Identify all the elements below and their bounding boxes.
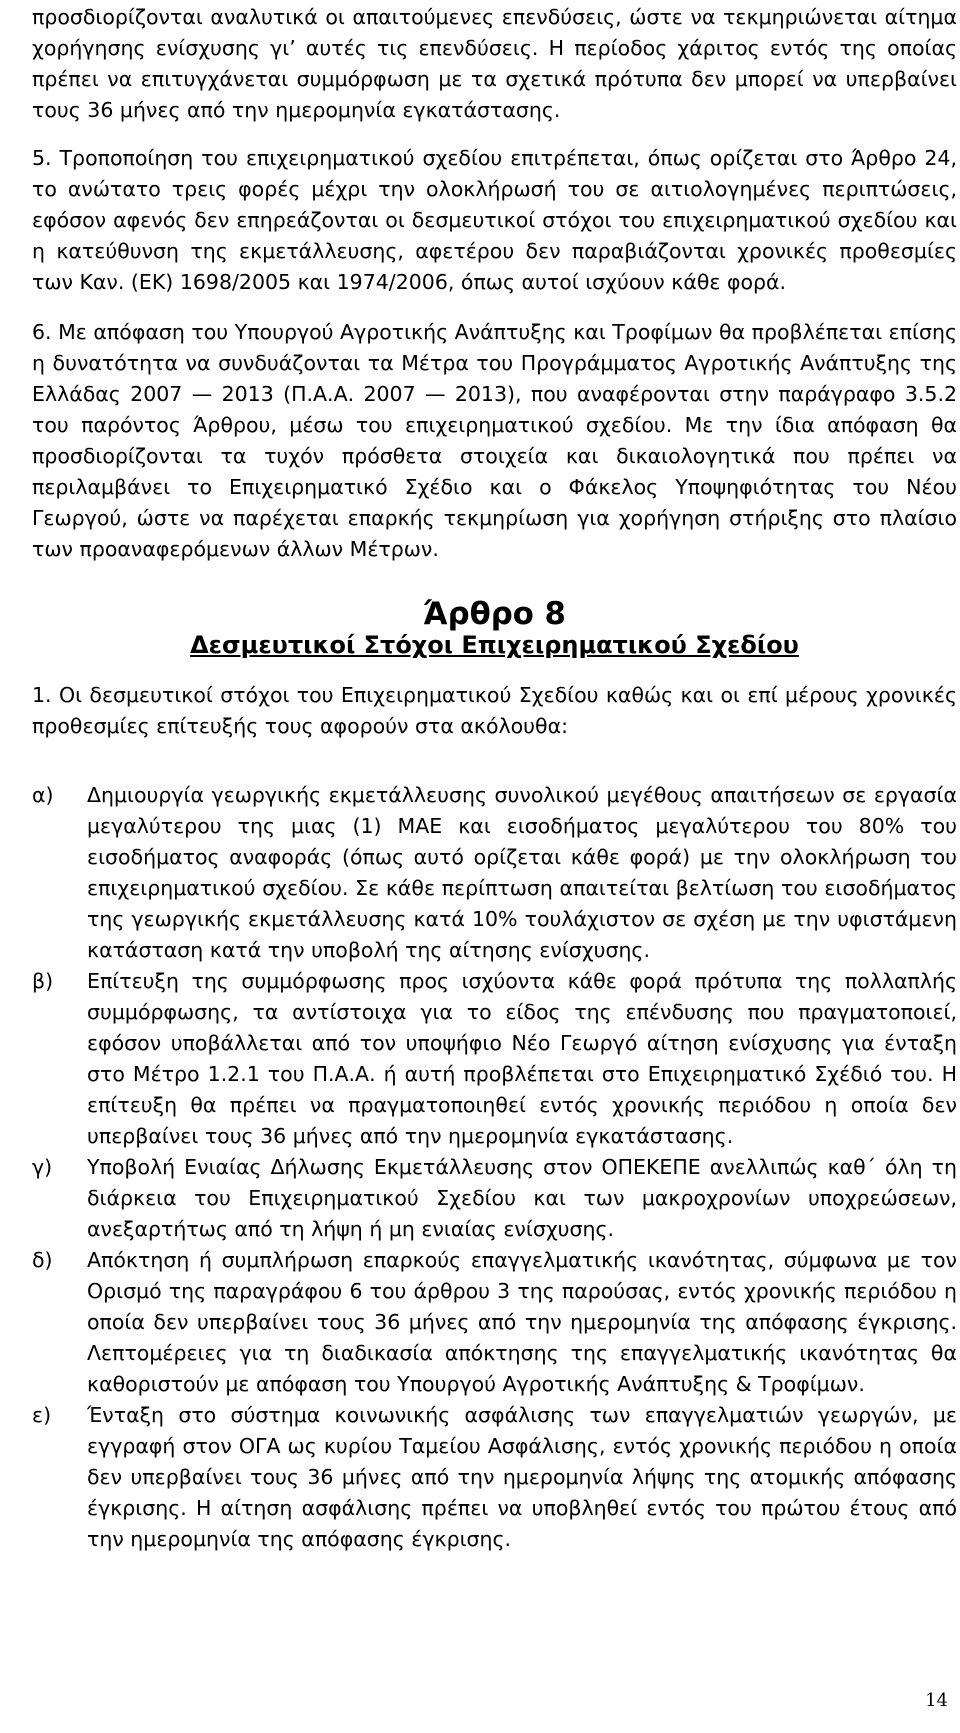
article-subtitle: Δεσμευτικοί Στόχοι Επιχειρηματικού Σχεδίου — [190, 631, 799, 659]
document-page — [32, 0, 957, 1555]
subitem-text: Απόκτηση ή συμπλήρωση επαρκούς επαγγελματικής ικανότητας, σύμφωνα με τον Ορισμό της παραγράφου 6 του άρθρου 3 της παρούσας, εντός χρονικής περιόδου η οποία δεν υπερβαίνει τους 36 μήνες από την ημερομηνία της απόφασης έγκρισης. Λεπτομέρειες για τη διαδικασία απόκτησης της επαγγελματικής ικανότητας θα καθοριστούν με απόφαση του Υπουργού Αγροτικής Ανάπτυξης & Τροφίμων. — [87, 1248, 957, 1396]
subitem-label: α) — [32, 783, 54, 807]
page-number: 14 — [925, 1690, 948, 1711]
paragraph-1 — [32, 680, 957, 742]
subitem-text: Επίτευξη της συμμόρφωσης προς ισχύοντα κάθε φορά πρότυπα της πολλαπλής συμμόρφωσης, τα αντίστοιχα για το είδος της επένδυσης που πραγματοποιεί, εφόσον υποβάλλεται από τον υποψήφιο Νέο Γεωργό αίτηση ενίσχυσης για ένταξη στο Μέτρο 1.2.1 του Π.Α.Α. ή αυτή προβλέπεται στο Επιχειρηματικό Σχέδιό του. Η επίτευξη θα πρέπει να πραγματοποιηθεί εντός χρονικής περιόδου η οποία δεν υπερβαίνει τους 36 μήνες από την ημερομηνία εγκατάστασης. — [87, 969, 957, 1148]
subitem-text: Δημιουργία γεωργικής εκμετάλλευσης συνολικού μεγέθους απαιτήσεων σε εργασία μεγαλύτερου της μιας (1) ΜΑΕ και εισοδήματος μεγαλύτερου του 80% του εισοδήματος αναφοράς (όπως αυτό ορίζεται κάθε φορά) με την ολοκλήρωση του επιχειρηματικού σχεδίου. Σε κάθε περίπτωση απαιτείται βελτίωση του εισοδήματος της γεωργικής εκμετάλλευσης κατά 10% τουλάχιστον σε σχέση με την υφιστάμενη κατάσταση κατά την υποβολή της αίτησης ενίσχυσης. — [87, 783, 957, 962]
subitem-c — [32, 1152, 957, 1245]
paragraph-1-number: 1. — [32, 683, 52, 707]
subitem-text: Υποβολή Ενιαίας Δήλωσης Εκμετάλλευσης στον ΟΠΕΚΕΠΕ ανελλιπώς καθ΄ όλη τη διάρκεια του Επιχειρηματικού Σχεδίου και των μακροχρονίων υποχρεώσεων, ανεξαρτήτως από τη λήψη ή μη ενιαίας ενίσχυσης. — [87, 1155, 957, 1241]
subitem-label: γ) — [32, 1155, 53, 1179]
paragraph-6-text: Με απόφαση του Υπουργού Αγροτικής Ανάπτυξης και Τροφίμων θα προβλέπεται επίσης η δυνατότητα να συνδυάζονται τα Μέτρα του Προγράμματος Αγροτικής Ανάπτυξης της Ελλάδας 2007 — 2013 (Π.Α.Α. 2007 — 2013), που αναφέρονται στην παράγραφο 3.5.2 του παρόντος Άρθρου, μέσω του επιχειρηματικού σχεδίου. Με την ίδια απόφαση θα προσδιορίζονται τα τυχόν πρόσθετα στοιχεία και δικαιολογητικά που πρέπει να περιλαμβάνει το Επιχειρηματικό Σχέδιο και ο Φάκελος Υποψηφιότητας του Νέου Γεωργού, ώστε να παρέχεται επαρκής τεκμηρίωση για χορήγηση στήριξης στο πλαίσιο των προαναφερόμενων άλλων Μέτρων. — [32, 320, 957, 561]
subitem-d — [32, 1245, 957, 1400]
subitem-b — [32, 966, 957, 1152]
paragraph-5-number: 5. — [32, 146, 52, 170]
subitem-label: ε) — [32, 1403, 52, 1427]
article-title: Άρθρο 8 — [423, 596, 566, 632]
subitem-label: δ) — [32, 1248, 53, 1272]
subitem-label: β) — [32, 969, 54, 993]
paragraph-5 — [32, 143, 957, 298]
subitem-text: Ένταξη στο σύστημα κοινωνικής ασφάλισης των επαγγελματιών γεωργών, με εγγραφή στον ΟΓΑ ως κυρίου Ταμείου Ασφάλισης, εντός χρονικής περιόδου η οποία δεν υπερβαίνει τους 36 μήνες από την ημερομηνία λήψης της ατομικής απόφασης έγκρισης. Η αίτηση ασφάλισης πρέπει να υποβληθεί εντός του πρώτου έτους από την ημερομηνία της απόφασης έγκρισης. — [87, 1403, 957, 1551]
intro-paragraph: προσδιορίζονται αναλυτικά οι απαιτούμενες επενδύσεις, ώστε να τεκμηριώνεται αίτημα χορήγησης ενίσχυσης γι’ αυτές τις επενδύσεις. Η περίοδος χάριτος εντός της οποίας πρέπει να επιτυγχάνεται συμμόρφωση με τα σχετικά πρότυπα δεν μπορεί να υπερβαίνει τους 36 μήνες από την ημερομηνία εγκατάστασης. — [32, 5, 957, 122]
paragraph-6 — [32, 317, 957, 565]
paragraph-5-text: Τροποποίηση του επιχειρηματικού σχεδίου επιτρέπεται, όπως ορίζεται στο Άρθρο 24, το ανώτατο τρεις φορές μέχρι την ολοκλήρωσή του σε αιτιολογημένες περιπτώσεις, εφόσον αφενός δεν επηρεάζονται οι δεσμευτικοί στόχοι του επιχειρηματικού σχεδίου και η κατεύθυνση της εκμετάλλευσης, αφετέρου δεν παραβιάζονται χρονικές προθεσμίες των Καν. (ΕΚ) 1698/2005 και 1974/2006, όπως αυτοί ισχύουν κάθε φορά. — [32, 146, 957, 294]
subitem-e — [32, 1400, 957, 1555]
paragraph-6-number: 6. — [32, 320, 52, 344]
subitem-a — [32, 780, 957, 966]
paragraph-1-text: Οι δεσμευτικοί στόχοι του Επιχειρηματικού Σχεδίου καθώς και οι επί μέρους χρονικές προθεσμίες επίτευξής τους αφορούν στα ακόλουθα: — [32, 683, 957, 738]
